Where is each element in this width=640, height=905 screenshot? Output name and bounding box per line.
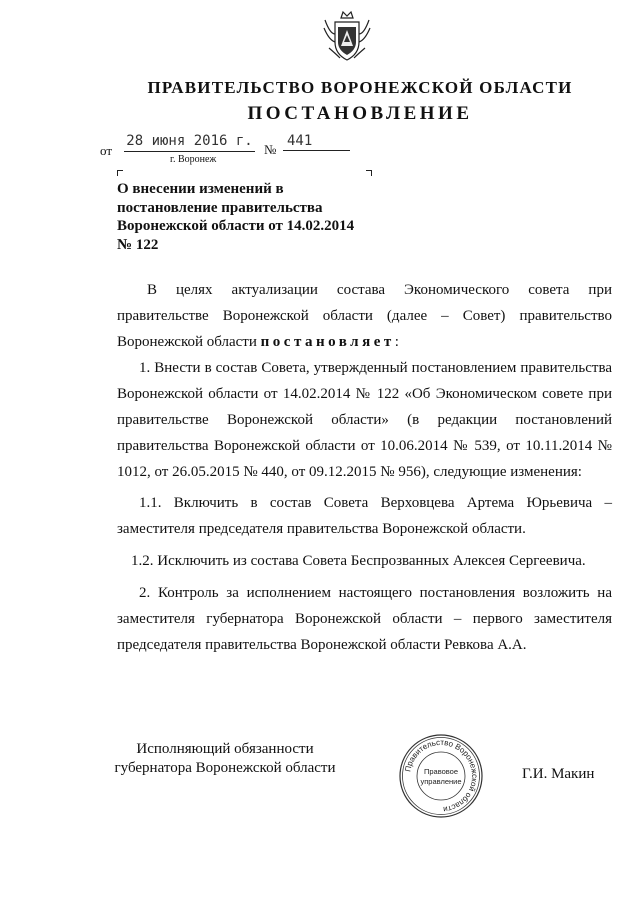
- paragraph-item-1: 1. Внести в состав Совета, утвержденный постановлением правительства Воронежской области от 14.02.2014 № 122 «Об Экономическом совете при правительстве Воронежской области» (в редакции постановлений правительства Воронежской области от 10.06.2014 № 539, от 10.11.2014 № 1012, от 26.05.2015 № 440, от 09.12.2015 № 956), следующие изменения:: [117, 360, 612, 480]
- intro-paragraph: [117, 277, 612, 355]
- stamp-center-line: управление: [420, 777, 462, 786]
- signatory-title-line: Исполняющий обязанности: [136, 741, 314, 757]
- number-prefix-label: №: [264, 142, 277, 157]
- resolves-word: постановляет: [260, 334, 395, 350]
- subject-line: Воронежской области от 14.02.2014: [117, 218, 355, 234]
- document-number: 441: [283, 133, 350, 151]
- coat-of-arms-icon: [322, 8, 372, 64]
- subject-line: О внесении изменений в: [117, 181, 284, 197]
- subject-bracket-left: [117, 170, 123, 176]
- subject-bracket-right: [366, 170, 372, 176]
- paragraph-item-2: 2. Контроль за исполнением настоящего постановления возложить на заместителя губернатора Воронежской области – первого заместителя председателя правительства Воронежской области Ревкова А.А.: [117, 585, 612, 653]
- subject-line: № 122: [117, 236, 159, 253]
- document-date: 28 июня 2016 г.: [124, 133, 255, 152]
- city-label: г. Воронеж: [170, 154, 217, 165]
- document-body: [117, 277, 612, 658]
- signatory-title: [100, 740, 350, 778]
- paragraph-item-1-2: 1.2. Исключить из состава Совета Беспрозванных Алексея Сергеевича.: [131, 553, 586, 569]
- date-prefix-label: от: [100, 143, 113, 158]
- subject-line: постановление правительства: [117, 199, 323, 216]
- organization-title: ПРАВИТЕЛЬСТВО ВОРОНЕЖСКОЙ ОБЛАСТИ: [147, 78, 573, 97]
- signatory-title-line: губернатора Воронежской области: [114, 760, 336, 776]
- stamp-center-line: Правовое: [423, 767, 459, 776]
- document-subject: [117, 180, 377, 254]
- official-stamp: [398, 733, 484, 819]
- stamp-ring-text: Правительство Воронежской области: [403, 737, 480, 814]
- intro-text: В целях актуализации состава Экономического совета при правительстве Воронежской области (далее – Совет) правительство Воронежской области: [117, 282, 612, 350]
- signatory-name: Г.И. Макин: [522, 766, 595, 782]
- resolves-colon: :: [394, 334, 399, 350]
- paragraph-item-1-1: 1.1. Включить в состав Совета Верховцева Артема Юрьевича – заместителя председателя правительства Воронежской области.: [117, 495, 612, 537]
- document-type-title: ПОСТАНОВЛЕНИЕ: [247, 103, 473, 124]
